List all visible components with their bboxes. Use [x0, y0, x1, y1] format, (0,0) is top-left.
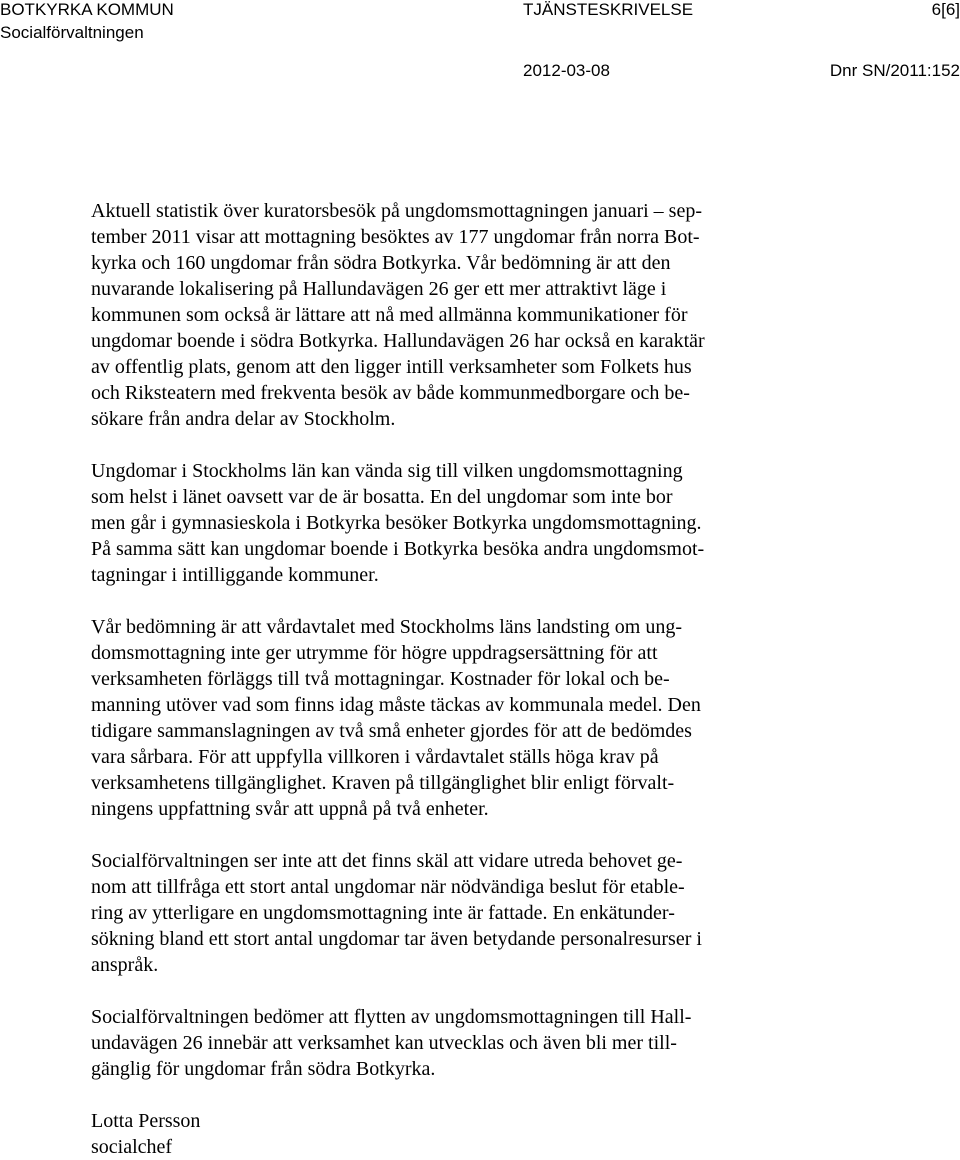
- text-line: Vår bedömning är att vårdavtalet med Stockholms läns landsting om ung-: [91, 616, 682, 638]
- signature-title: socialchef: [91, 1136, 173, 1158]
- text-line: Aktuell statistik över kuratorsbesök på ungdomsmottagningen januari – sep-: [91, 200, 702, 222]
- text-line: verksamheten förläggs till två mottagningar. Kostnader för lokal och be-: [91, 668, 670, 690]
- text-line: tidigare sammanslagningen av två små enheter gjordes för att de bedömdes: [91, 720, 692, 742]
- text-line: Socialförvaltningen bedömer att flytten av ungdomsmottagningen till Hall-: [91, 1006, 692, 1028]
- text-line: verksamhetens tillgänglighet. Kraven på tillgänglighet blir enligt förvalt-: [91, 772, 675, 794]
- paragraph-conclusion: [91, 1004, 821, 1082]
- text-line: av offentlig plats, genom att den ligger intill verksamheter som Folkets hus: [91, 356, 692, 378]
- header-doc-type: TJÄNSTESKRIVELSE: [523, 0, 694, 19]
- header-reference: Dnr SN/2011:152: [829, 61, 960, 80]
- text-line: ring av ytterligare en ungdomsmottagning inte är fattade. En enkätunder-: [91, 902, 675, 924]
- text-line: Socialförvaltningen ser inte att det finns skäl att vidare utreda behovet ge-: [91, 850, 683, 872]
- text-line: anspråk.: [91, 954, 159, 976]
- paragraph-statistics: [91, 198, 821, 432]
- text-line: och Riksteatern med frekventa besök av både kommunmedborgare och be-: [91, 382, 690, 404]
- signature-block: [91, 1108, 821, 1160]
- paragraph-county-youth: [91, 458, 821, 588]
- text-line: tember 2011 visar att mottagning besöktes av 177 ungdomar från norra Bot-: [91, 226, 700, 248]
- text-line: nuvarande lokalisering på Hallundavägen 26 ger ett mer attraktivt läge i: [91, 278, 667, 300]
- text-line: som helst i länet oavsett var de är bosatta. En del ungdomar som inte bor: [91, 486, 673, 508]
- signature-name: Lotta Persson: [91, 1110, 201, 1132]
- text-line: gänglig för ungdomar från södra Botkyrka.: [91, 1058, 436, 1080]
- text-line: undavägen 26 innebär att verksamhet kan utvecklas och även bli mer till-: [91, 1032, 677, 1054]
- text-line: sökare från andra delar av Stockholm.: [91, 408, 396, 430]
- document-body: [91, 198, 821, 1160]
- text-line: sökning bland ett stort antal ungdomar tar även betydande personalresurser i: [91, 928, 702, 950]
- text-line: kyrka och 160 ungdomar från södra Botkyrka. Vår bedömning är att den: [91, 252, 671, 274]
- text-line: Ungdomar i Stockholms län kan vända sig till vilken ungdomsmottagning: [91, 460, 683, 482]
- text-line: domsmottagning inte ger utrymme för högre uppdragsersättning för att: [91, 642, 658, 664]
- header-org: BOTKYRKA KOMMUN: [0, 0, 174, 19]
- header-date: 2012-03-08: [523, 61, 610, 80]
- text-line: ningens uppfattning svår att uppnå på två enheter.: [91, 798, 489, 820]
- text-line: ungdomar boende i södra Botkyrka. Hallundavägen 26 har också en karaktär: [91, 330, 705, 352]
- header-department: Socialförvaltningen: [0, 23, 144, 42]
- text-line: nom att tillfråga ett stort antal ungdomar när nödvändiga beslut för etable-: [91, 876, 685, 898]
- paragraph-no-further-inquiry: [91, 848, 821, 978]
- text-line: men går i gymnasieskola i Botkyrka besöker Botkyrka ungdomsmottagning.: [91, 512, 702, 534]
- header-page-number: 6[6]: [931, 0, 960, 19]
- paragraph-care-agreement: [91, 614, 821, 822]
- text-line: På samma sätt kan ungdomar boende i Botkyrka besöka andra ungdomsmot-: [91, 538, 705, 560]
- text-line: tagningar i intilliggande kommuner.: [91, 564, 379, 586]
- text-line: vara sårbara. För att uppfylla villkoren i vårdavtalet ställs höga krav på: [91, 746, 659, 768]
- text-line: kommunen som också är lättare att nå med allmänna kommunikationer för: [91, 304, 688, 326]
- text-line: manning utöver vad som finns idag måste täckas av kommunala medel. Den: [91, 694, 701, 716]
